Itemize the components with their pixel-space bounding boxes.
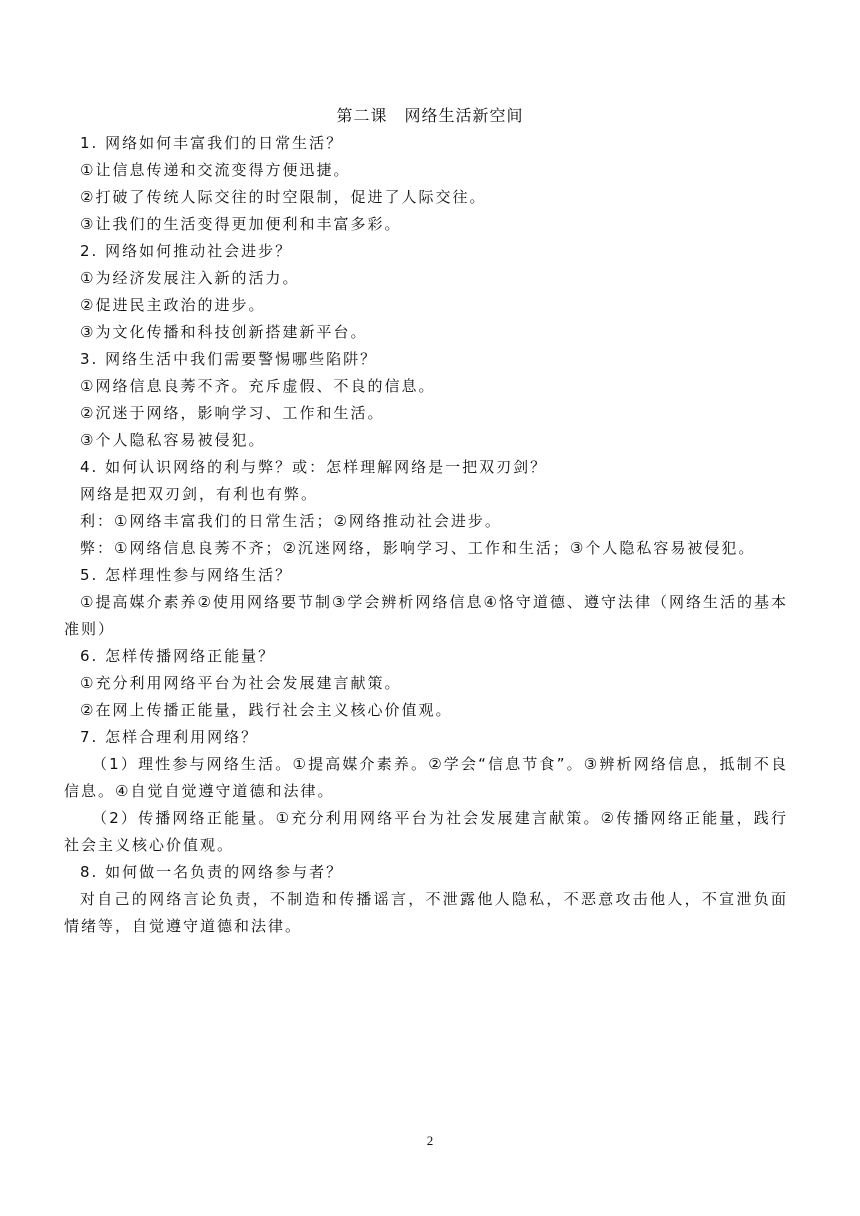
answer-line: ①网络信息良莠不齐。充斥虚假、不良的信息。 — [80, 377, 436, 395]
answer-line: ③个人隐私容易被侵犯。 — [80, 431, 266, 449]
answer-line: 弊：①网络信息良莠不齐；②沉迷网络，影响学习、工作和生活；③个人隐私容易被侵犯。 — [80, 539, 756, 557]
answer-line: ③让我们的生活变得更加便利和丰富多彩。 — [80, 215, 402, 233]
question-heading: 1. 网络如何丰富我们的日常生活？ — [80, 134, 344, 152]
lesson-title: 第二课 网络生活新空间 — [336, 106, 524, 125]
answer-line: ②在网上传播正能量，践行社会主义核心价值观。 — [80, 701, 453, 719]
answer-line: （2）传播网络正能量。①充分利用网络平台为社会发展建言献策。②传播网络正能量，践行社会主义核心价值观。 — [64, 809, 788, 854]
answer-line: 对自己的网络言论负责，不制造和传播谣言，不泄露他人隐私，不恶意攻击他人，不宣泄负面情绪等，自觉遵守道德和法律。 — [64, 890, 788, 935]
answer-line: （1）理性参与网络生活。①提高媒介素养。②学会“信息节食”。③辨析网络信息，抵制不良信息。④自觉自觉遵守道德和法律。 — [64, 755, 788, 800]
question-heading: 2. 网络如何推动社会进步？ — [80, 242, 293, 260]
question-heading: 3. 网络生活中我们需要警惕哪些陷阱？ — [80, 350, 378, 368]
answer-line: ①让信息传递和交流变得方便迅捷。 — [80, 161, 351, 179]
answer-line: ①充分利用网络平台为社会发展建言献策。 — [80, 674, 402, 692]
answer-line: ③为文化传播和科技创新搭建新平台。 — [80, 323, 368, 341]
answer-line: ①为经济发展注入新的活力。 — [80, 269, 300, 287]
answer-line: ①提高媒介素养②使用网络要节制③学会辨析网络信息④恪守道德、遵守法律（网络生活的基本准则） — [64, 593, 788, 638]
answer-line: ②沉迷于网络，影响学习、工作和生活。 — [80, 404, 385, 422]
answer-line: 利：①网络丰富我们的日常生活；②网络推动社会进步。 — [80, 512, 502, 530]
question-heading: 5. 怎样理性参与网络生活？ — [80, 566, 293, 584]
answer-line: 网络是把双刃剑，有利也有弊。 — [80, 485, 319, 503]
page-number: 2 — [426, 1133, 434, 1148]
question-heading: 7. 怎样合理利用网络？ — [80, 728, 259, 746]
answer-line: ②促进民主政治的进步。 — [80, 296, 266, 314]
answer-line: ②打破了传统人际交往的时空限制，促进了人际交往。 — [80, 188, 487, 206]
document-body — [64, 130, 788, 940]
question-heading: 6. 怎样传播网络正能量？ — [80, 647, 276, 665]
question-heading: 8. 如何做一名负责的网络参与者？ — [80, 863, 344, 881]
question-heading: 4. 如何认识网络的利与弊？或：怎样理解网络是一把双刃剑？ — [80, 458, 548, 476]
